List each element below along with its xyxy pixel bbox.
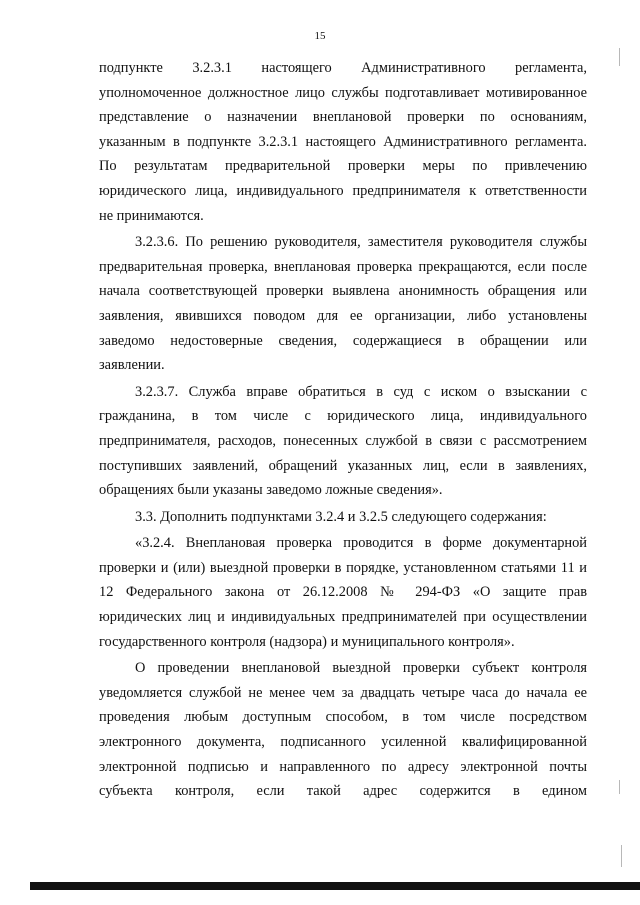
text-line: По результатам предварительной проверки меры по привлечению: [99, 158, 587, 175]
text-line: начала соответствующей проверки выявлена анонимность обращения или: [99, 283, 587, 300]
text-line: юридического лица, индивидуального предпринимателя к ответственности: [99, 182, 587, 199]
text-line: подпункте 3.2.3.1 настоящего Административного регламента,: [99, 60, 587, 76]
text-line: 3.2.3.6. По решению руководителя, заместителя руководителя службы: [135, 234, 587, 251]
text-line: 3.3. Дополнить подпунктами 3.2.4 и 3.2.5 следующего содержания:: [135, 508, 547, 525]
text-line: не принимаются.: [99, 207, 204, 224]
text-line: 12 Федерального закона от 26.12.2008 № 294-ФЗ «О защите прав: [99, 584, 587, 601]
text-line: поступивших заявлений, обращений указанных лиц, если в заявлениях,: [99, 457, 587, 474]
scan-margin-mark: [621, 845, 622, 867]
text-line: уведомляется службой не менее чем за двадцать четыре часа до начала ее: [99, 684, 587, 701]
text-line: О проведении внеплановой выездной проверки субъект контроля: [135, 660, 587, 677]
text-line: заявлении.: [99, 357, 165, 374]
page-number: 15: [314, 30, 326, 42]
scan-bottom-edge: [30, 882, 640, 890]
text-line: электронной подписью и направленного по адресу электронной почты: [99, 758, 587, 775]
text-line: представление о назначении внеплановой проверки по основаниям,: [99, 109, 587, 126]
document-body: [99, 56, 587, 804]
scan-margin-mark: [619, 48, 620, 66]
text-line: проверки и (или) выездной проверки в порядке, установленном статьями 11 и: [99, 559, 587, 576]
text-line: заявления, явившихся поводом для ее организации, либо установлены: [99, 307, 587, 324]
text-line: субъекта контроля, если такой адрес содержится в едином: [99, 783, 587, 800]
text-line: государственного контроля (надзора) и муниципального контроля».: [99, 633, 515, 650]
text-line: указанным в подпункте 3.2.3.1 настоящего Административного регламента.: [99, 133, 587, 150]
text-line: 3.2.3.7. Служба вправе обратиться в суд с иском о взыскании с: [135, 383, 587, 400]
text-line: «3.2.4. Внеплановая проверка проводится в форме документарной: [135, 535, 587, 552]
text-line: юридических лиц и индивидуальных предпринимателей при осуществлении: [99, 609, 587, 626]
text-line: гражданина, в том числе с юридического лица, индивидуального: [99, 408, 587, 425]
text-line: проведения любым доступным способом, в том числе посредством: [99, 709, 587, 726]
text-line: предварительная проверка, внеплановая проверка прекращаются, если после: [99, 258, 587, 275]
scan-margin-mark: [619, 780, 620, 794]
text-line: заведомо недостоверные сведения, содержащиеся в обращении или: [99, 332, 587, 349]
text-line: электронного документа, подписанного усиленной квалифицированной: [99, 734, 587, 751]
text-line: предпринимателя, расходов, понесенных службой в связи с рассмотрением: [99, 432, 587, 449]
text-line: уполномоченное должностное лицо службы подготавливает мотивированное: [99, 84, 587, 101]
text-line: обращениях были указаны заведомо ложные сведения».: [99, 482, 443, 499]
